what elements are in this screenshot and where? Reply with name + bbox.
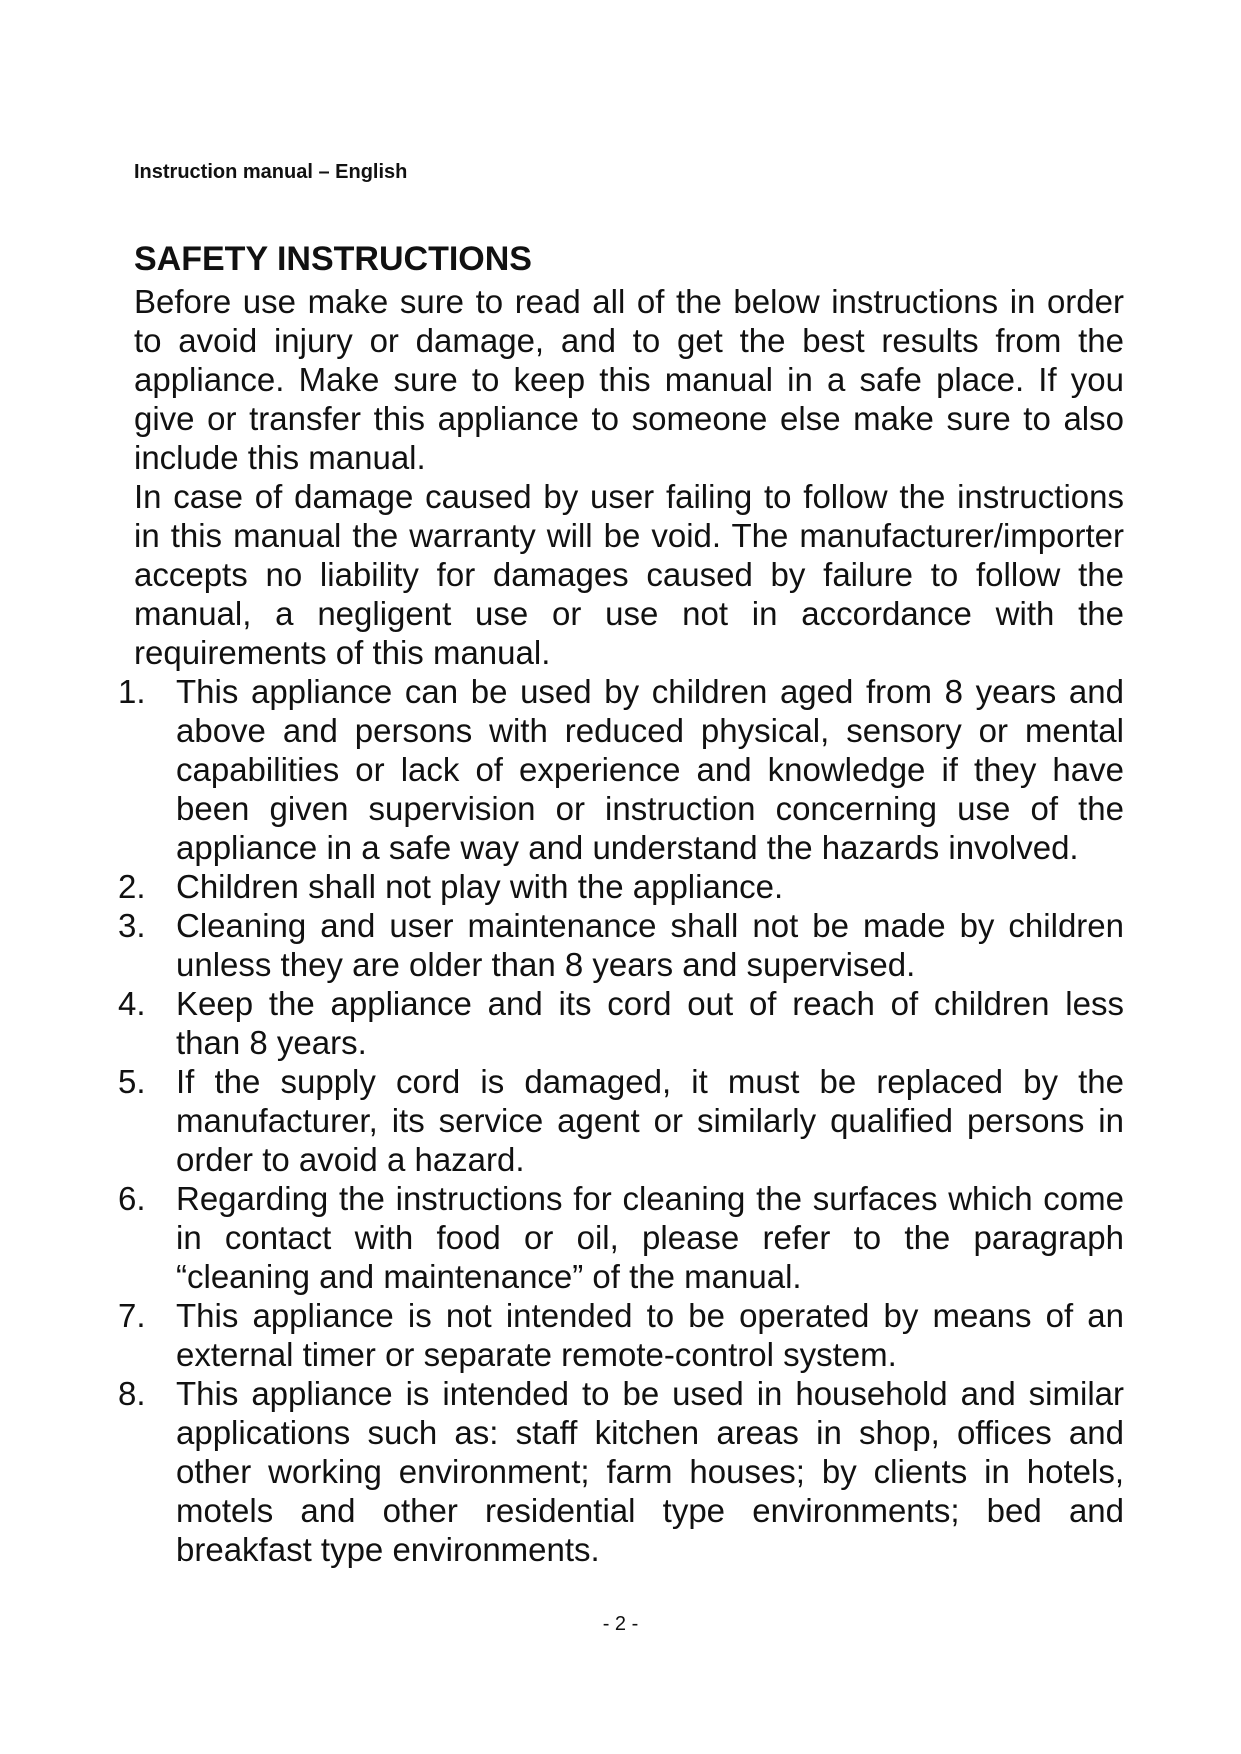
item-text: If the supply cord is damaged, it must be replaced by the manufacturer, its service agent or similarly qualified persons in order to avoid a hazard.: [176, 1063, 1124, 1178]
item-text: Children shall not play with the appliance.: [176, 868, 784, 905]
list-item: [118, 1179, 1124, 1296]
list-item: [118, 867, 1124, 906]
safety-list: [118, 672, 1124, 1569]
item-number: 6.: [118, 1180, 146, 1217]
item-number: 4.: [118, 985, 146, 1022]
item-number: 2.: [118, 868, 146, 905]
warranty-paragraph: In case of damage caused by user failing to follow the instructions in this manual the warranty will be void. The manufacturer/importer accepts no liability for damages caused by failure to follow the manual, a negligent use or use not in accordance with the requirements of this manual.: [134, 478, 1124, 671]
list-item: [118, 906, 1124, 984]
item-text: Keep the appliance and its cord out of reach of children less than 8 years.: [176, 985, 1124, 1061]
list-item: [118, 1374, 1124, 1569]
item-text: Cleaning and user maintenance shall not be made by children unless they are older than 8 years and supervised.: [176, 907, 1124, 983]
document-header: Instruction manual – English: [134, 161, 408, 183]
item-number: 8.: [118, 1375, 146, 1412]
item-text: Regarding the instructions for cleaning the surfaces which come in contact with food or oil, please refer to the paragraph “cleaning and maintenance” of the manual.: [176, 1180, 1124, 1295]
item-text: This appliance is not intended to be operated by means of an external timer or separate remote-control system.: [176, 1297, 1124, 1373]
safety-section: [118, 238, 1124, 1569]
list-item: [118, 984, 1124, 1062]
list-item: [118, 1296, 1124, 1374]
intro-paragraph: Before use make sure to read all of the below instructions in order to avoid injury or damage, and to get the best results from the appliance. Make sure to keep this manual in a safe place. If you give or transfer this appliance to someone else make sure to also include this manual.: [134, 283, 1124, 476]
item-number: 3.: [118, 907, 146, 944]
item-number: 1.: [118, 673, 146, 710]
list-item: [118, 672, 1124, 867]
item-number: 5.: [118, 1063, 146, 1100]
list-item: [118, 1062, 1124, 1179]
section-title: SAFETY INSTRUCTIONS: [134, 240, 532, 278]
item-text: This appliance can be used by children aged from 8 years and above and persons with reduced physical, sensory or mental capabilities or lack of experience and knowledge if they have been given supervision or instruction concerning use of the appliance in a safe way and understand the hazards involved.: [176, 673, 1124, 866]
item-text: This appliance is intended to be used in household and similar applications such as: staff kitchen areas in shop, offices and other working environment; farm houses; by clients in hotels, motels and other residential type environments; bed and breakfast type environments.: [176, 1375, 1124, 1568]
page-number: - 2 -: [602, 1613, 639, 1635]
item-number: 7.: [118, 1297, 146, 1334]
